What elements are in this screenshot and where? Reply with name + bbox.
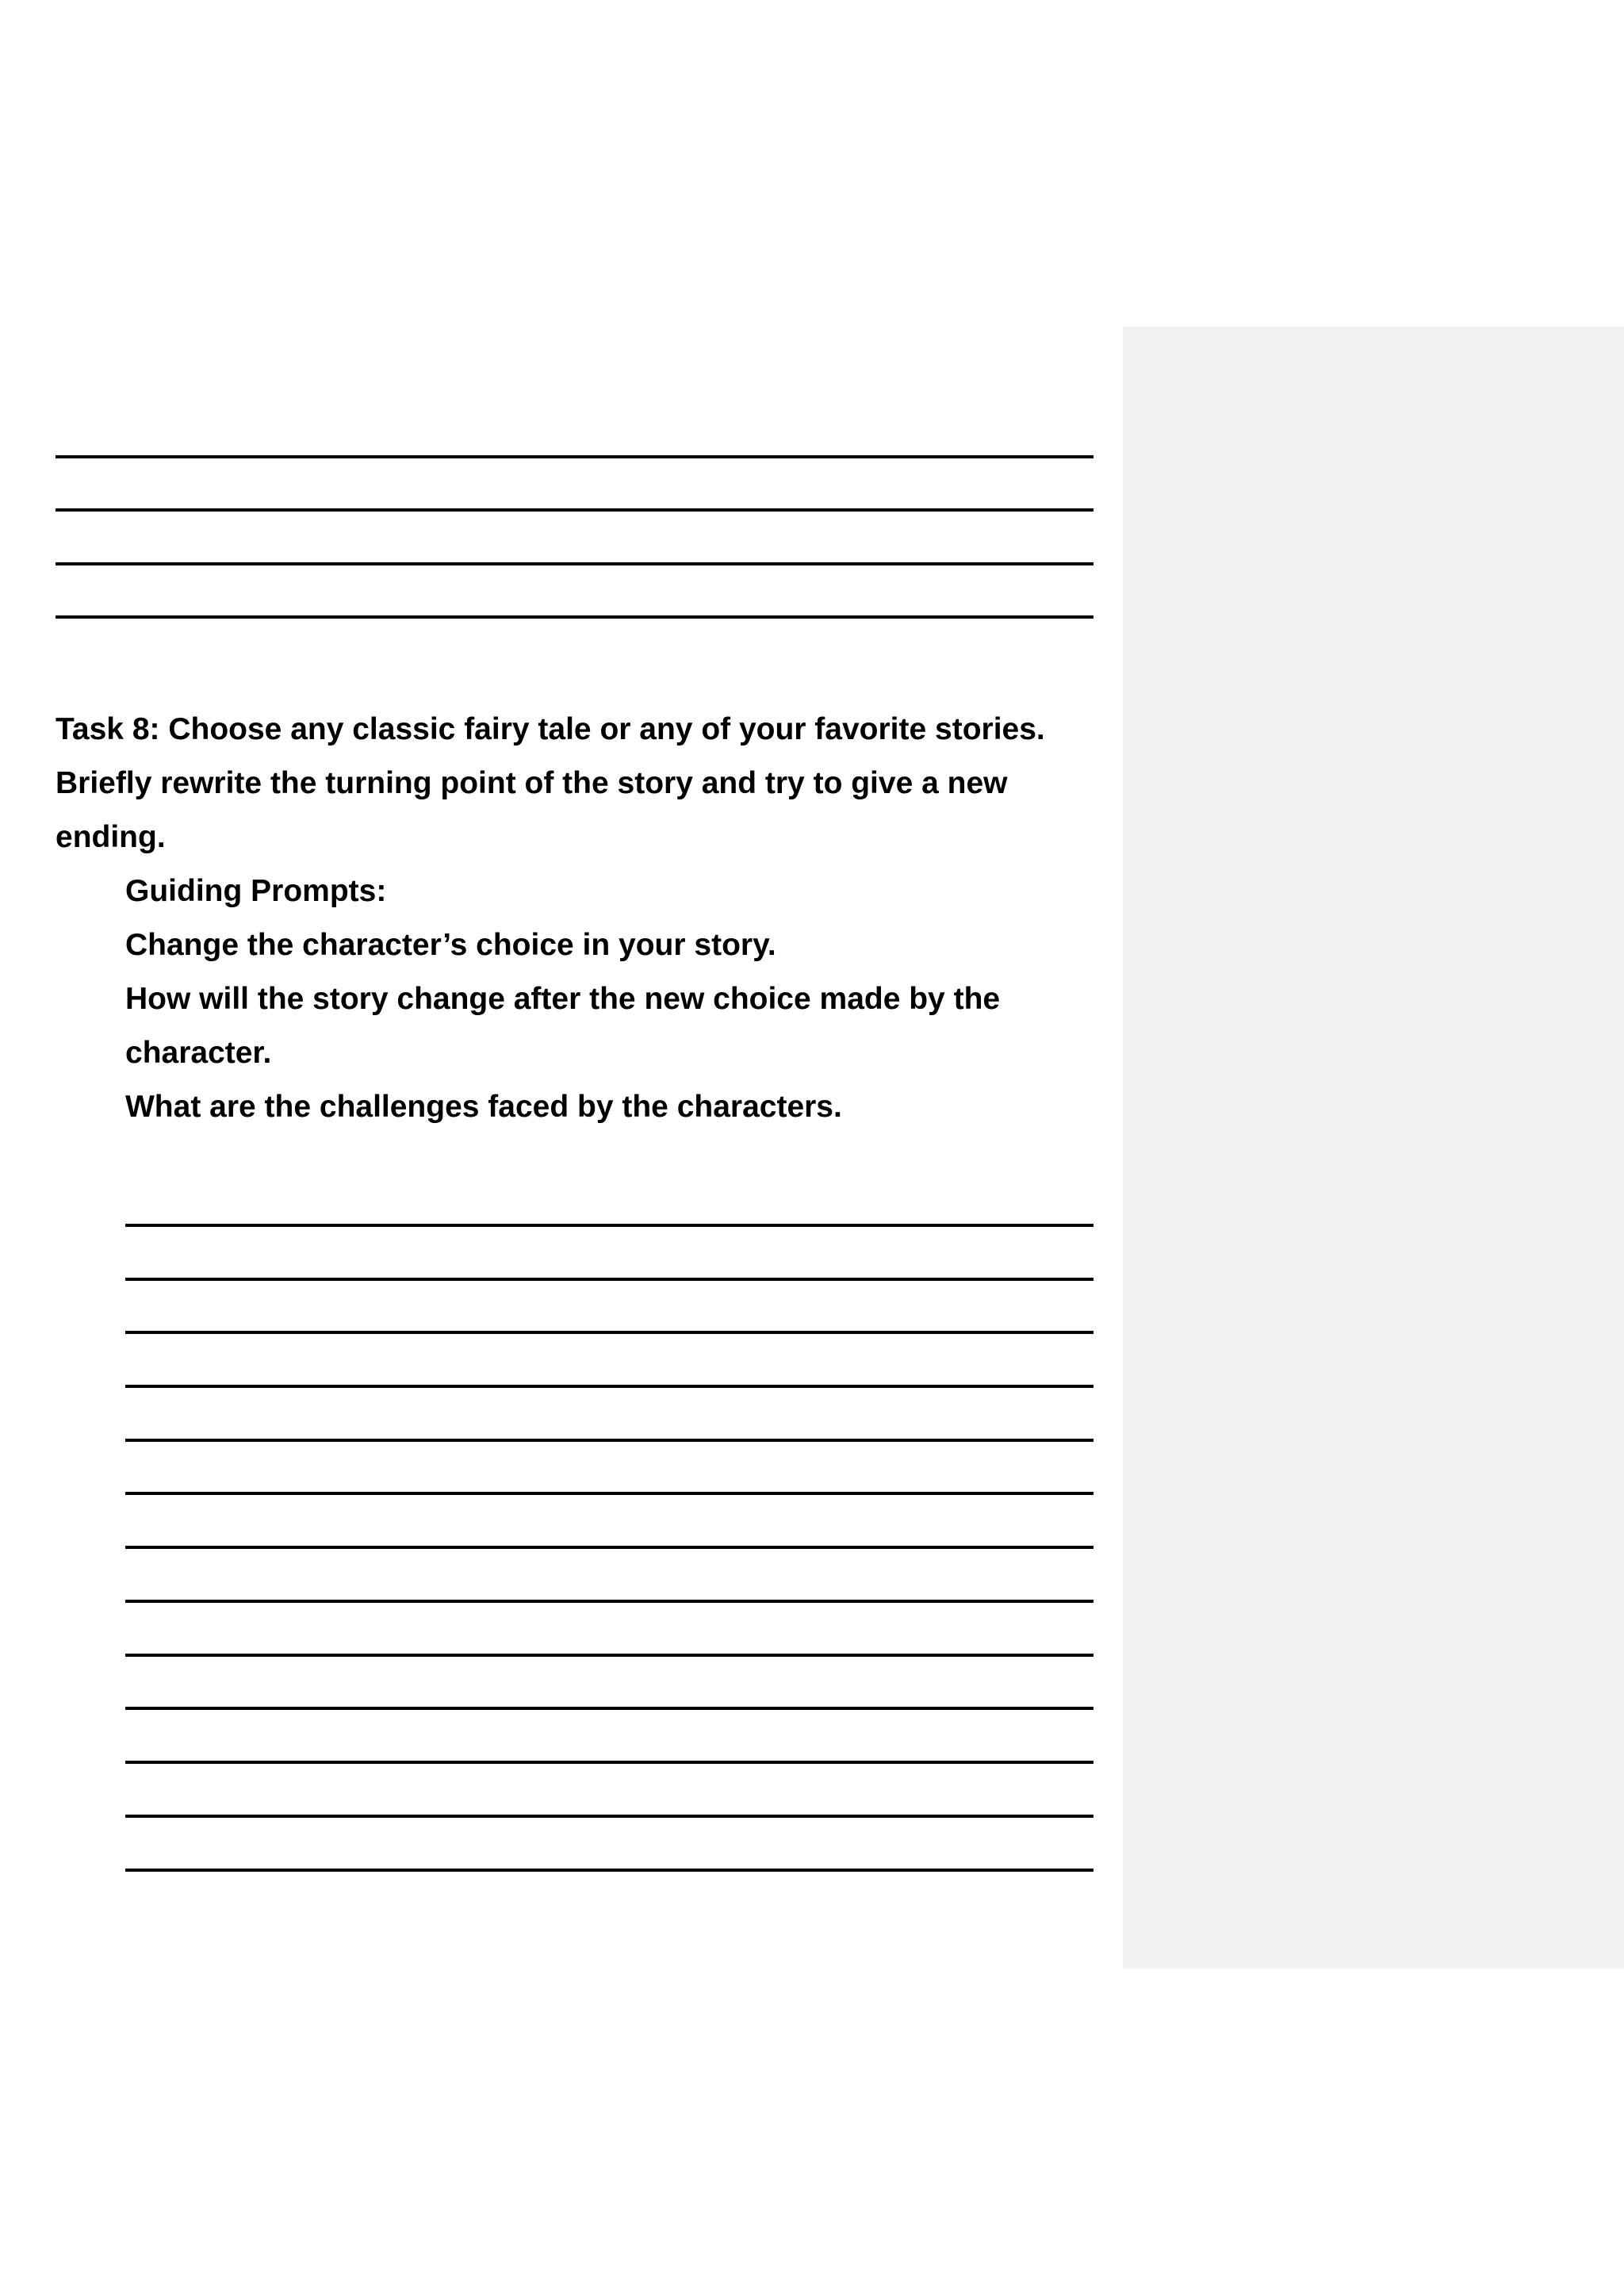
task-8-block xyxy=(56,703,1102,1134)
answer-line[interactable] xyxy=(56,562,1094,565)
prompt-item: What are the challenges faced by the characters. xyxy=(125,1090,842,1124)
prompt-item: Change the character’s choice in your story. xyxy=(125,928,776,962)
answer-line[interactable] xyxy=(125,1815,1094,1818)
answer-line[interactable] xyxy=(125,1278,1094,1281)
answer-line[interactable] xyxy=(125,1869,1094,1872)
answer-line[interactable] xyxy=(125,1600,1094,1603)
task-heading: Task 8: Choose any classic fairy tale or any of your favorite stories. Briefly rewrite the turning point of the story and try to give a new ending. xyxy=(56,712,1045,854)
prompts-title: Guiding Prompts: xyxy=(125,874,387,908)
answer-line[interactable] xyxy=(125,1707,1094,1710)
answer-line[interactable] xyxy=(125,1654,1094,1657)
answer-line[interactable] xyxy=(125,1385,1094,1388)
answer-line[interactable] xyxy=(125,1492,1094,1495)
answer-line[interactable] xyxy=(125,1761,1094,1764)
answer-line[interactable] xyxy=(56,615,1094,619)
side-panel xyxy=(1123,327,1624,1968)
answer-line[interactable] xyxy=(125,1224,1094,1227)
answer-line[interactable] xyxy=(125,1331,1094,1334)
answer-line[interactable] xyxy=(56,455,1094,458)
answer-line[interactable] xyxy=(56,508,1094,512)
prompt-item: How will the story change after the new choice made by the character. xyxy=(125,982,1001,1070)
answer-line[interactable] xyxy=(125,1546,1094,1549)
answer-line[interactable] xyxy=(125,1439,1094,1442)
